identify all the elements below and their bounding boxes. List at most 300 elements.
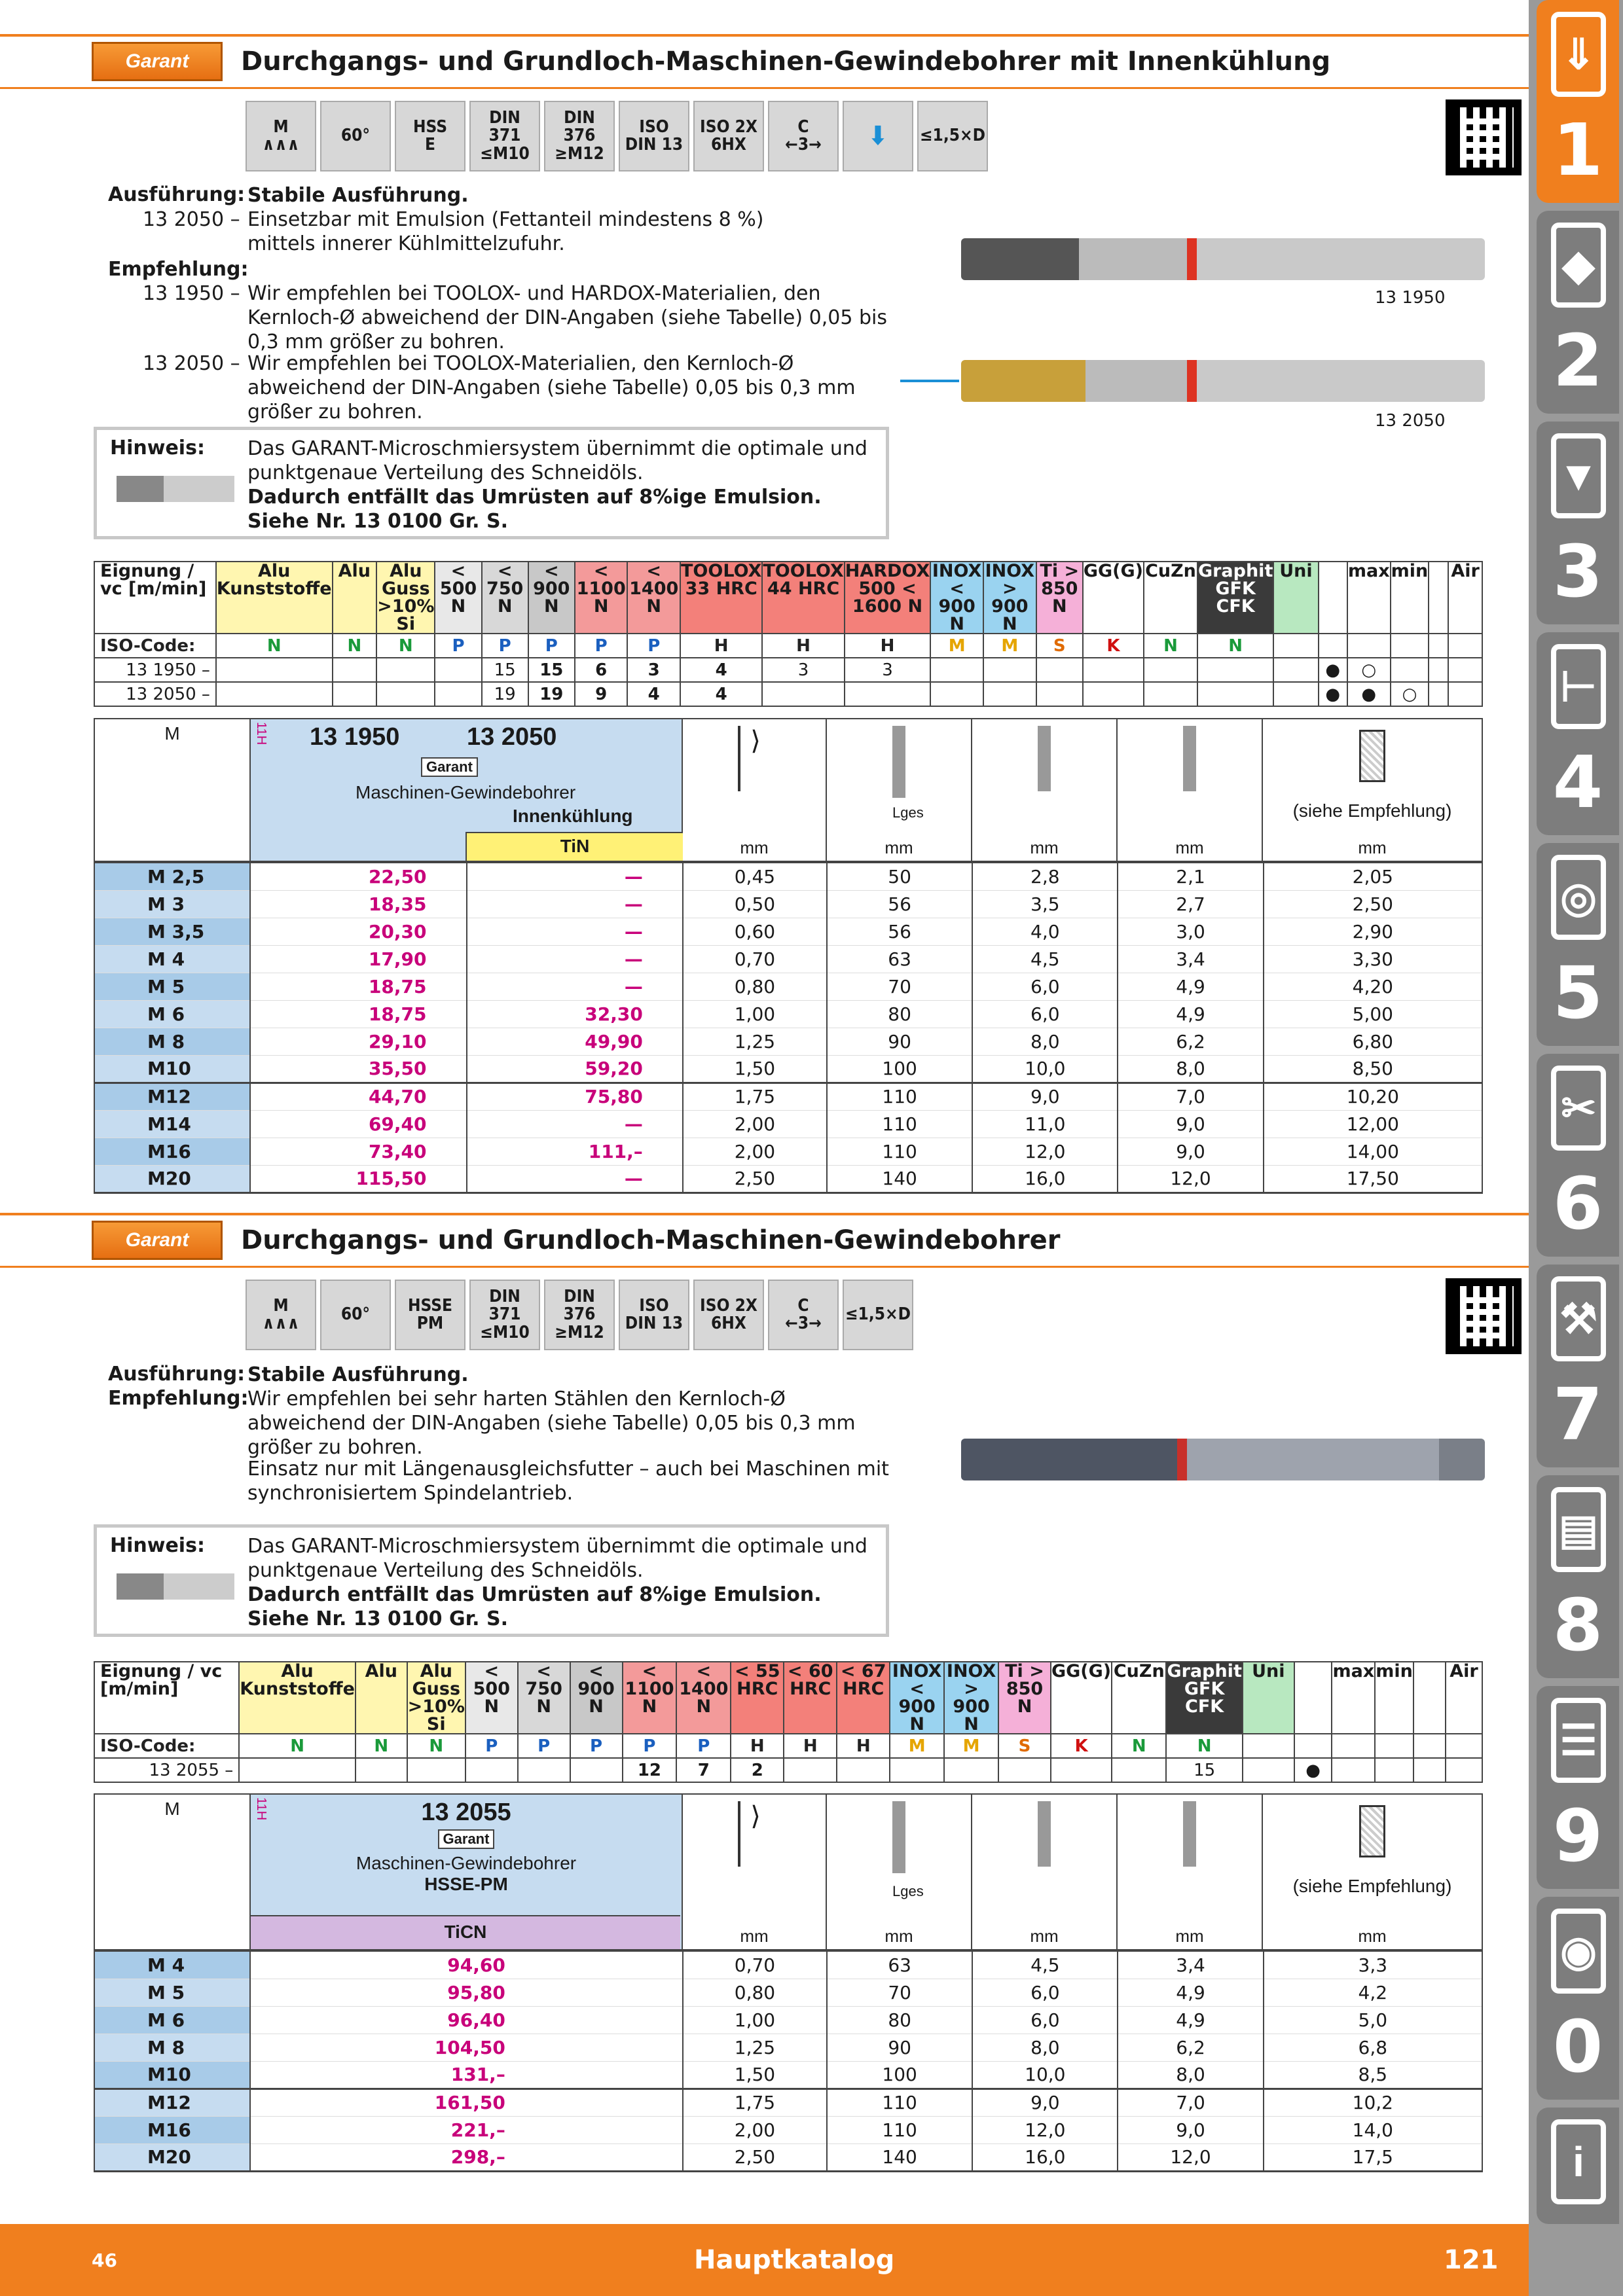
thread-length-icon	[1038, 726, 1051, 791]
suit-cell: ○	[1391, 682, 1429, 706]
iso-code-10: H	[762, 634, 844, 658]
iso-code-8: P	[627, 634, 680, 658]
value: 4,9	[1118, 1979, 1263, 2006]
iso-code-15: K	[1051, 1734, 1112, 1758]
price: 111,–	[467, 1138, 683, 1165]
iso-code-9: H	[680, 634, 762, 658]
value: 80	[827, 1000, 972, 1028]
iso-din13-icon: ISO DIN 13	[619, 101, 689, 171]
iso-code-22	[1413, 1734, 1446, 1758]
iso-code-22	[1429, 634, 1448, 658]
iso-code-19	[1319, 634, 1347, 658]
suit-cell	[1197, 658, 1273, 682]
chuck-icon: ▼	[1551, 433, 1606, 518]
price: 95,80	[250, 1979, 683, 2006]
iso-code-7: P	[623, 1734, 677, 1758]
suit-cell: 13 2050 –	[94, 682, 216, 706]
chapter-tab-6[interactable]: ✂ 6	[1537, 1054, 1619, 1257]
pitch-icon: ⟩	[738, 726, 771, 791]
suit-cell	[333, 658, 377, 682]
section-2-title: Durchgangs- und Grundloch-Maschinen-Gewindebohrer	[241, 1225, 1061, 1255]
thread-size: M20	[94, 2144, 250, 2171]
iso-code-7: P	[575, 634, 628, 658]
price: 96,40	[250, 2006, 683, 2034]
line-132050-b: 13 2050 –	[143, 352, 240, 375]
suit-cell: 7	[676, 1758, 731, 1782]
desc-innenkuehlung: Innenkühlung	[513, 806, 633, 826]
chapter-tab-8[interactable]: ▤ 8	[1537, 1475, 1619, 1678]
suit-cell: ●	[1294, 1758, 1332, 1782]
suit-header-4: < 500 N	[435, 562, 481, 634]
value: 2,00	[683, 1110, 827, 1138]
article-header	[251, 1795, 683, 1949]
table-row	[94, 973, 1482, 1000]
suit-cell	[983, 658, 1036, 682]
suit-header-10: TOOLOX 44 HRC	[762, 562, 844, 634]
chapter-tab-4[interactable]: ⊢ 4	[1537, 632, 1619, 835]
qr-code-1[interactable]	[1446, 99, 1522, 175]
value: 9,0	[972, 2089, 1118, 2116]
hinweis-box-1	[94, 427, 889, 539]
value: 3,4	[1118, 945, 1263, 973]
table-row	[94, 2089, 1482, 2116]
suit-header-2: Alu	[333, 562, 377, 634]
value: 10,0	[972, 1055, 1118, 1083]
chapter-tab-3[interactable]: ▼ 3	[1537, 422, 1619, 624]
suit-cell: 4	[680, 658, 762, 682]
wrench-icon: ✂	[1551, 1066, 1606, 1151]
suit-cell	[1413, 1758, 1446, 1782]
chapter-tab-0[interactable]: ◉ 0	[1537, 1897, 1619, 2100]
suit-cell	[1273, 658, 1318, 682]
shank-col: mm	[1118, 1795, 1263, 1949]
col-m-header: M	[95, 1795, 251, 1949]
tap-131950-image	[961, 238, 1485, 280]
garant-logo: Garant	[92, 42, 223, 81]
drill-icon: ⇓	[1551, 12, 1606, 97]
suit-cell: 13 2055 –	[94, 1758, 239, 1782]
value: 2,05	[1264, 863, 1482, 890]
iso-code-0: ISO-Code:	[94, 634, 216, 658]
suit-header-20: max	[1332, 1662, 1375, 1734]
value: 10,0	[972, 2061, 1118, 2089]
thread-size: M 3,5	[94, 918, 250, 945]
value: 3,4	[1118, 1951, 1263, 1979]
value: 6,2	[1118, 1028, 1263, 1055]
suit-header-0: Eignung / vc [m/min]	[94, 562, 216, 634]
suit-cell	[930, 682, 983, 706]
price: 29,10	[250, 1028, 466, 1055]
value: 100	[827, 1055, 972, 1083]
value: 1,25	[683, 1028, 827, 1055]
value: 11,0	[972, 1110, 1118, 1138]
suit-header-22	[1413, 1662, 1446, 1734]
thread-tap-table-1	[94, 862, 1483, 1194]
suit-cell	[216, 682, 333, 706]
table-row	[94, 1028, 1482, 1055]
col-m-header: M	[95, 719, 251, 861]
suit-header-6: < 900 N	[528, 562, 575, 634]
value: 110	[827, 1083, 972, 1110]
value: 4,9	[1118, 2006, 1263, 2034]
suit-cell	[1051, 1758, 1112, 1782]
price: 32,30	[467, 1000, 683, 1028]
table-row	[94, 918, 1482, 945]
tolerance-2: 11H	[254, 1797, 268, 1821]
thread-size: M12	[94, 1083, 250, 1110]
text-131950: Wir empfehlen bei TOOLOX- und HARDOX-Materialien, den Kernloch-Ø abweichend der DIN-Angaben (siehe Tabelle) 0,05 bis 0,3 mm größer zu bohren.	[247, 282, 887, 353]
suit-header-17: Graphit GFK CFK	[1197, 562, 1273, 634]
toolcase-icon: ▤	[1551, 1487, 1606, 1572]
chapter-tab-1[interactable]: ⇓ 1	[1537, 0, 1619, 203]
value: 2,8	[972, 863, 1118, 890]
thread-size: M 4	[94, 945, 250, 973]
suit-cell	[1375, 1758, 1413, 1782]
qr-code-2[interactable]	[1446, 1278, 1522, 1354]
price: 18,75	[250, 1000, 466, 1028]
desc-hssepm: HSSE-PM	[424, 1874, 508, 1894]
section-2-header	[92, 1215, 1061, 1266]
suit-cell: 13 1950 –	[94, 658, 216, 682]
suit-header-5: < 750 N	[482, 562, 528, 634]
grinding-disc-icon: ◎	[1551, 855, 1606, 940]
suit-header-21: min	[1375, 1662, 1413, 1734]
suit-cell	[216, 658, 333, 682]
iso-code-18	[1273, 634, 1318, 658]
value: 0,70	[683, 1951, 827, 1979]
iso-code-14: S	[1036, 634, 1083, 658]
ausfuehrung-label: Ausführung:	[108, 1363, 246, 1386]
suit-row	[94, 658, 1482, 682]
value: 6,2	[1118, 2034, 1263, 2061]
suit-header-23: Air	[1448, 562, 1482, 634]
iso-code-11: H	[845, 634, 931, 658]
price: —	[467, 973, 683, 1000]
line-132050-a: 13 2050 –	[143, 208, 240, 231]
value: 2,50	[683, 1165, 827, 1193]
value: 56	[827, 890, 972, 918]
core-hole-col: (siehe Empfehlung) mm	[1263, 719, 1482, 861]
length-col: Lges mm	[827, 719, 972, 861]
ausfuehrung-text: Stabile Ausführung.	[247, 184, 469, 207]
suit-cell	[1144, 658, 1197, 682]
table-row	[94, 945, 1482, 973]
table-row	[94, 2061, 1482, 2089]
price: 69,40	[250, 1110, 466, 1138]
iso-code-5: P	[482, 634, 528, 658]
tap-length-icon	[892, 726, 905, 798]
price: —	[467, 1110, 683, 1138]
thread-size: M20	[94, 1165, 250, 1193]
value: 0,80	[683, 973, 827, 1000]
suit-cell	[1036, 682, 1083, 706]
iso-code-2: N	[333, 634, 377, 658]
article-header	[251, 719, 683, 861]
suitability-table-1	[94, 561, 1483, 707]
microschmier-image	[117, 476, 234, 502]
length-col: Lges mm	[827, 1795, 972, 1949]
suit-cell	[239, 1758, 356, 1782]
suit-header-5: < 750 N	[518, 1662, 570, 1734]
article-132055: 13 2055	[421, 1799, 511, 1826]
value: 6,0	[972, 1000, 1118, 1028]
table-row	[94, 2034, 1482, 2061]
page-number-left: 46	[92, 2249, 117, 2271]
suit-cell: 3	[627, 658, 680, 682]
value: 12,0	[1118, 1165, 1263, 1193]
value: 2,90	[1264, 918, 1482, 945]
price: 221,–	[250, 2116, 683, 2144]
product-desc: Maschinen-Gewindebohrer	[356, 1853, 577, 1873]
suit-cell	[1448, 682, 1482, 706]
value: 0,80	[683, 1979, 827, 2006]
suit-cell	[1429, 658, 1448, 682]
iso-code-8: P	[676, 1734, 731, 1758]
pliers-icon: ⚒	[1551, 1276, 1606, 1361]
value: 2,00	[683, 2116, 827, 2144]
suit-header-11: HARDOX 500 < 1600 N	[845, 562, 931, 634]
chamfer-form-c-icon: C ←3→	[768, 101, 839, 171]
suit-cell	[1083, 658, 1144, 682]
value: 5,0	[1264, 2006, 1482, 2034]
iso-code-14: S	[998, 1734, 1051, 1758]
value: 1,50	[683, 1055, 827, 1083]
value: 12,00	[1264, 1110, 1482, 1138]
pitch-col: ⟩ mm	[683, 719, 827, 861]
value: 50	[827, 863, 972, 890]
suit-cell	[435, 658, 481, 682]
price: 161,50	[250, 2089, 683, 2116]
table-row	[94, 1000, 1482, 1028]
suit-cell	[356, 1758, 407, 1782]
iso-code-19	[1294, 1734, 1332, 1758]
iso-code-23	[1446, 1734, 1482, 1758]
iso-code-16: N	[1112, 1734, 1166, 1758]
suit-header-12: INOX < 900 N	[890, 1662, 944, 1734]
suit-cell: ●	[1319, 658, 1347, 682]
depth-icon: ≤1,5×D	[917, 101, 988, 171]
suit-cell	[333, 682, 377, 706]
suit-cell	[570, 1758, 623, 1782]
value: 9,0	[1118, 1110, 1263, 1138]
iso-code-9: H	[731, 1734, 784, 1758]
suit-cell: 3	[762, 658, 844, 682]
pitch-col: ⟩ mm	[683, 1795, 827, 1949]
iso-code-12: M	[930, 634, 983, 658]
suit-header-1: Alu Kunststoffe	[239, 1662, 356, 1734]
thread-size: M 6	[94, 2006, 250, 2034]
value: 4,5	[972, 945, 1118, 973]
value: 63	[827, 945, 972, 973]
suit-header-19	[1294, 1662, 1332, 1734]
price: —	[467, 1165, 683, 1193]
value: 8,0	[972, 2034, 1118, 2061]
value: 8,0	[1118, 1055, 1263, 1083]
coolant-arrow	[900, 380, 959, 382]
table-row	[94, 2116, 1482, 2144]
thread-size: M16	[94, 2116, 250, 2144]
suit-cell: 3	[845, 658, 931, 682]
suit-cell	[1332, 1758, 1375, 1782]
price: 20,30	[250, 918, 466, 945]
value: 3,30	[1264, 945, 1482, 973]
tolerance-1: 11H	[254, 722, 268, 745]
iso-din13-icon: ISO DIN 13	[619, 1280, 689, 1350]
page-number-right: 121	[1444, 2245, 1499, 2275]
line-131950: 13 1950 –	[143, 282, 240, 305]
din371-icon: DIN 371 ≤M10	[469, 101, 540, 171]
text-132050-a: Einsetzbar mit Emulsion (Fettanteil mindestens 8 %) mittels innerer Kühlmittelzufuhr.	[247, 208, 764, 255]
garant-mini-logo: Garant	[421, 757, 478, 777]
suit-cell: 4	[627, 682, 680, 706]
table-row	[94, 1110, 1482, 1138]
suit-cell	[1036, 658, 1083, 682]
suit-header-4: < 500 N	[465, 1662, 518, 1734]
value: 1,25	[683, 2034, 827, 2061]
iso-code-21	[1391, 634, 1429, 658]
value: 80	[827, 2006, 972, 2034]
garant-logo: Garant	[92, 1221, 223, 1260]
suit-header-0: Eignung / vc [m/min]	[94, 1662, 239, 1734]
suit-header-13: INOX > 900 N	[983, 562, 1036, 634]
text-132050-b: Wir empfehlen bei TOOLOX-Materialien, den Kernloch-Ø abweichend der DIN-Angaben (siehe Tabelle) 0,05 bis 0,3 mm größer zu bohren.	[247, 352, 856, 423]
value: 12,0	[972, 1138, 1118, 1165]
value: 10,2	[1264, 2089, 1482, 2116]
tap-132050-image	[961, 360, 1485, 402]
value: 1,00	[683, 2006, 827, 2034]
din376-icon: DIN 376 ≥M12	[544, 1280, 615, 1350]
caption-132050: 13 2050	[1375, 411, 1446, 431]
suit-cell	[1429, 682, 1448, 706]
suit-cell	[784, 1758, 837, 1782]
value: 6,0	[972, 973, 1118, 1000]
price: 298,–	[250, 2144, 683, 2171]
coolant-icon: ⬇	[843, 101, 913, 171]
chapter-tab-2[interactable]: ◆ 2	[1537, 211, 1619, 414]
section-1-title: Durchgangs- und Grundloch-Maschinen-Gewindebohrer mit Innenkühlung	[241, 46, 1331, 77]
hinweis-bold: Dadurch entfällt das Umrüsten auf 8%ige Emulsion. Siehe Nr. 13 0100 Gr. S.	[247, 1583, 822, 1630]
price: —	[467, 918, 683, 945]
thread-size: M 8	[94, 1028, 250, 1055]
value: 8,0	[972, 1028, 1118, 1055]
iso-code-13: M	[983, 634, 1036, 658]
suit-header-21: min	[1391, 562, 1429, 634]
chapter-sidebar	[1529, 0, 1623, 2296]
suit-cell	[930, 658, 983, 682]
value: 10,20	[1264, 1083, 1482, 1110]
value: 3,0	[1118, 918, 1263, 945]
suit-header-8: < 1400 N	[676, 1662, 731, 1734]
table-row	[94, 1979, 1482, 2006]
value: 2,7	[1118, 890, 1263, 918]
iso-code-3: N	[407, 1734, 465, 1758]
chapter-tab-info[interactable]	[1537, 2108, 1619, 2224]
empfehlung-label: Empfehlung:	[108, 258, 249, 281]
hinweis-box-2	[94, 1524, 889, 1637]
value: 6,0	[972, 2006, 1118, 2034]
suit-cell	[1446, 1758, 1482, 1782]
angle-60-icon: 60°	[320, 1280, 391, 1350]
microschmier-image	[117, 1573, 234, 1600]
suit-header-8: < 1400 N	[627, 562, 680, 634]
hinweis-label: Hinweis:	[110, 1534, 205, 1557]
value: 140	[827, 1165, 972, 1193]
coating-tin: TiN	[465, 832, 683, 861]
iso-code-13: M	[944, 1734, 998, 1758]
suit-header-14: Ti > 850 N	[998, 1662, 1051, 1734]
suit-header-16: CuZn	[1112, 1662, 1166, 1734]
caliper-icon: ⊢	[1551, 644, 1606, 729]
table-row	[94, 1951, 1482, 1979]
value: 3,3	[1264, 1951, 1482, 1979]
suit-cell	[376, 682, 435, 706]
coating-ticn: TiCN	[251, 1915, 680, 1949]
value: 4,2	[1264, 1979, 1482, 2006]
chapter-tab-7[interactable]: ⚒ 7	[1537, 1265, 1619, 1467]
suit-cell	[762, 682, 844, 706]
thread-size: M 8	[94, 2034, 250, 2061]
thread-size: M10	[94, 2061, 250, 2089]
value: 14,00	[1264, 1138, 1482, 1165]
value: 9,0	[972, 1083, 1118, 1110]
price: 59,20	[467, 1055, 683, 1083]
suit-cell	[1448, 658, 1482, 682]
value: 17,5	[1264, 2144, 1482, 2171]
iso-code-12: M	[890, 1734, 944, 1758]
core-hole-icon	[1359, 730, 1385, 782]
value: 6,80	[1264, 1028, 1482, 1055]
suit-cell	[1112, 1758, 1166, 1782]
suit-cell	[944, 1758, 998, 1782]
value: 1,50	[683, 2061, 827, 2089]
iso-code-4: P	[435, 634, 481, 658]
iso-code-1: N	[239, 1734, 356, 1758]
price: 18,75	[250, 973, 466, 1000]
suit-cell: 15	[1166, 1758, 1242, 1782]
chapter-tab-9[interactable]: ☰ 9	[1537, 1686, 1619, 1889]
suit-cell	[1243, 1758, 1294, 1782]
iso-code-16: N	[1144, 634, 1197, 658]
chapter-tab-5[interactable]: ◎ 5	[1537, 843, 1619, 1046]
value: 110	[827, 1138, 972, 1165]
info-icon: i	[1551, 2119, 1606, 2204]
iso-code-10: H	[784, 1734, 837, 1758]
din376-icon: DIN 376 ≥M12	[544, 101, 615, 171]
price: 115,50	[250, 1165, 466, 1193]
price: 35,50	[250, 1055, 466, 1083]
catalog-title: Hauptkatalog	[694, 2245, 895, 2275]
suit-cell	[890, 1758, 944, 1782]
suit-cell	[465, 1758, 518, 1782]
thread-m-icon: M ∧∧∧	[246, 101, 316, 171]
value: 70	[827, 973, 972, 1000]
price: 17,90	[250, 945, 466, 973]
iso-code-4: P	[465, 1734, 518, 1758]
suit-cell	[845, 682, 931, 706]
iso-code-21	[1375, 1734, 1413, 1758]
iso-code-6: P	[570, 1734, 623, 1758]
value: 14,0	[1264, 2116, 1482, 2144]
iso-tolerance-icon: ISO 2X 6HX	[693, 1280, 764, 1350]
value: 140	[827, 2144, 972, 2171]
value: 12,0	[1118, 2144, 1263, 2171]
iso-code-17: N	[1197, 634, 1273, 658]
suit-cell: 15	[482, 658, 528, 682]
value: 1,75	[683, 2089, 827, 2116]
product-desc: Maschinen-Gewindebohrer	[356, 782, 576, 802]
price: 44,70	[250, 1083, 466, 1110]
suit-cell	[435, 682, 481, 706]
